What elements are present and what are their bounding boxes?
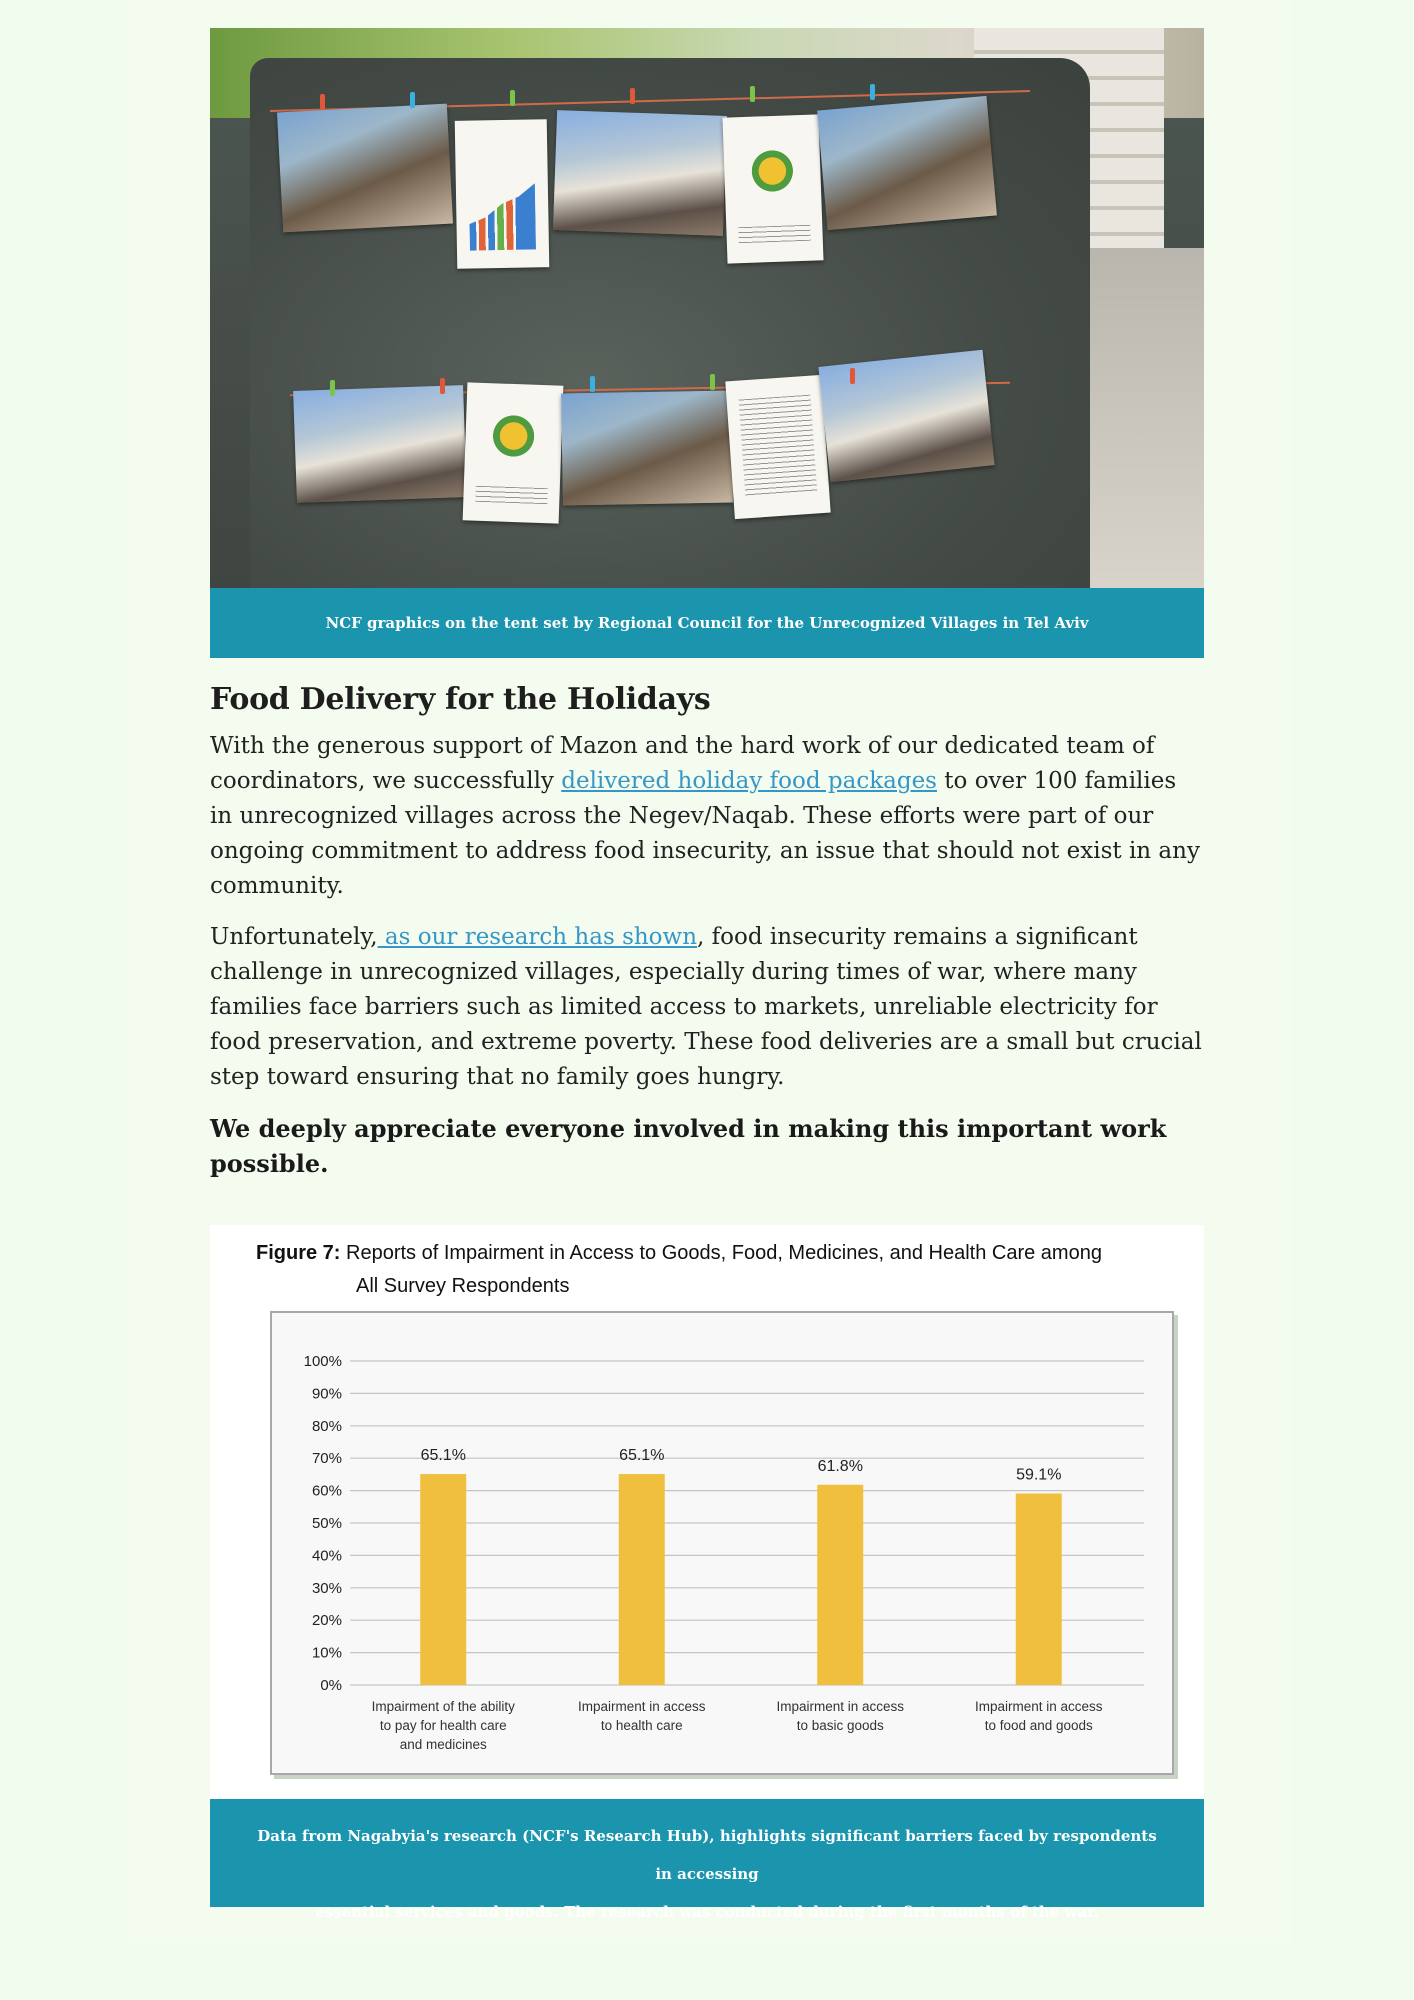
category-label: to pay for health care	[379, 1718, 507, 1733]
paragraph-2-text-end: , food insecurity remains a significant challenge in unrecognized villages, especially during times of war, where many families face barriers such as limited access to markets, unreliable electricity for food preservation, and extreme poverty. These food deliveries are a small but crucial step toward ensuring that no family goes hungry.	[210, 924, 1202, 1090]
y-tick-label: 0%	[320, 1677, 342, 1694]
y-tick-label: 40%	[311, 1547, 342, 1565]
clothespin	[630, 88, 635, 104]
figure-heading	[256, 1237, 1196, 1303]
paragraph-2	[210, 920, 1204, 1095]
clothespin	[510, 90, 515, 106]
category-label: Impairment in access	[776, 1699, 905, 1714]
figure-title-line-2: All Survey Respondents	[356, 1275, 570, 1297]
photo-print	[561, 391, 733, 506]
y-tick-label: 10%	[311, 1644, 342, 1662]
y-tick-label: 20%	[311, 1612, 342, 1630]
logo-poster-print	[463, 382, 564, 523]
category-label: Impairment of the ability	[371, 1699, 515, 1714]
photo-print	[277, 104, 453, 233]
category-label: and medicines	[399, 1737, 487, 1752]
paragraph-1-text-end: to over 100 families in unrecognized villages across the Negev/Naqab. These efforts were part of our ongoing commitment to address food insecurity, an issue that should not exist in any community.	[210, 768, 1200, 899]
category-label: to basic goods	[796, 1718, 884, 1733]
bar-chart	[272, 1313, 1172, 1773]
figure-caption-line-1: Data from Nagabyia's research (NCF's Research Hub), highlights significant barriers faced by respondents in accessing	[257, 1827, 1157, 1883]
article-column	[210, 28, 1204, 1921]
y-tick-label: 70%	[311, 1450, 342, 1468]
photo-print	[817, 96, 997, 230]
data-label: 65.1%	[619, 1447, 665, 1465]
figure-caption-line-2: essential services and goods. The research was conducted during the first months of the war.	[315, 1903, 1099, 1921]
category-label: Impairment in access	[974, 1699, 1103, 1714]
holiday-food-packages-link[interactable]: delivered holiday food packages	[561, 768, 937, 794]
closing-statement: We deeply appreciate everyone involved in making this important work possible.	[210, 1114, 1167, 1178]
clothespin	[870, 84, 875, 100]
poster-chart-print	[455, 119, 550, 269]
clothespin	[850, 368, 855, 384]
photo-print	[553, 110, 727, 236]
tent-photo	[210, 28, 1204, 588]
figure-caption	[210, 1799, 1204, 1921]
bar	[1016, 1494, 1062, 1685]
category-label: Impairment in access	[577, 1699, 706, 1714]
logo-poster-print	[722, 114, 823, 263]
clothespin	[440, 378, 445, 394]
clothespin	[710, 374, 715, 390]
research-link[interactable]: as our research has shown	[377, 924, 698, 950]
photo-print	[293, 385, 467, 503]
y-tick-label: 50%	[311, 1515, 342, 1532]
figure-label: Figure 7:	[256, 1242, 341, 1264]
photo-caption: NCF graphics on the tent set by Regional Council for the Unrecognized Villages in Tel Aviv	[210, 588, 1204, 658]
bar	[619, 1474, 665, 1685]
category-label: to food and goods	[984, 1718, 1093, 1733]
y-tick-label: 90%	[311, 1385, 342, 1403]
figure-7	[210, 1225, 1204, 1799]
y-tick-label: 80%	[311, 1417, 342, 1435]
paragraph-1-text-start: With the generous support of Mazon and the hard work of our dedicated team of coordinators, we successfully	[210, 733, 1155, 794]
clothespin	[330, 380, 335, 396]
clothespin	[590, 376, 595, 392]
category-label: to health care	[600, 1718, 683, 1733]
y-tick-label: 30%	[311, 1579, 342, 1597]
paragraph-1	[210, 729, 1204, 904]
data-label: 65.1%	[420, 1447, 466, 1465]
figure-title-line-1: Reports of Impairment in Access to Goods, Food, Medicines, and Health Care among	[340, 1242, 1102, 1264]
bar	[420, 1474, 466, 1685]
photo-print	[818, 350, 994, 483]
data-label: 59.1%	[1016, 1466, 1062, 1484]
y-tick-label: 60%	[311, 1482, 342, 1500]
chart-frame	[270, 1311, 1174, 1775]
data-label: 61.8%	[817, 1457, 863, 1475]
clothespin	[320, 94, 325, 110]
paragraph-2-text-start: Unfortunately,	[210, 924, 378, 950]
clothespin	[410, 92, 415, 108]
y-tick-label: 100%	[303, 1353, 342, 1370]
clothespin	[750, 86, 755, 102]
section-title: Food Delivery for the Holidays	[210, 682, 711, 717]
bar	[817, 1485, 863, 1685]
text-poster-print	[725, 375, 830, 519]
